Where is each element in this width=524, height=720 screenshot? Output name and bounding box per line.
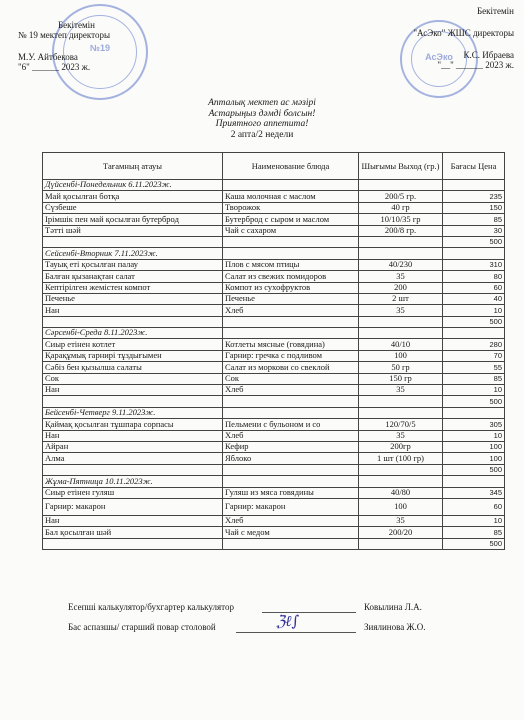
- dish-name-ru: Каша молочная с маслом: [223, 191, 359, 202]
- dish-price: 40: [443, 293, 505, 304]
- dish-output: 1 шт (100 гр): [359, 453, 443, 464]
- menu-row: [43, 282, 505, 293]
- approve-label: Бекітемін: [58, 20, 95, 30]
- dish-price: 235: [443, 191, 505, 202]
- dish-price: 100: [443, 441, 505, 452]
- menu-title: [150, 98, 374, 140]
- day-total: 500: [443, 538, 505, 549]
- dish-price: 80: [443, 271, 505, 282]
- dish-price: 10: [443, 430, 505, 441]
- dish-name-ru: Чай с сахаром: [223, 225, 359, 236]
- empty-cell: [359, 396, 443, 407]
- dish-name-ru: Творожок: [223, 202, 359, 213]
- day-header-row: [43, 476, 505, 487]
- day-header-row: [43, 407, 505, 418]
- dish-price: 100: [443, 453, 505, 464]
- dish-price: 10: [443, 515, 505, 526]
- empty-cell: [223, 476, 359, 487]
- day-name: Сәрсенбі-Среда 8.11.2023ж.: [43, 328, 223, 339]
- empty-cell: [223, 180, 359, 191]
- empty-cell: [223, 248, 359, 259]
- empty-cell: [359, 538, 443, 549]
- dish-output: 35: [359, 305, 443, 316]
- empty-cell: [43, 316, 223, 327]
- dish-name-ru: Пельмени с бульоном и со: [223, 419, 359, 430]
- empty-cell: [443, 328, 505, 339]
- empty-cell: [43, 538, 223, 549]
- col-ru-name: Наименование блюда: [223, 153, 359, 180]
- dish-name-kz: Тауық еті қосылған палау: [43, 259, 223, 270]
- dish-name-ru: Печенье: [223, 293, 359, 304]
- dish-output: 100: [359, 350, 443, 361]
- dish-output: 40/230: [359, 259, 443, 270]
- dish-output: 35: [359, 385, 443, 396]
- empty-cell: [443, 407, 505, 418]
- empty-cell: [359, 464, 443, 475]
- dish-name-kz: Печенье: [43, 293, 223, 304]
- menu-row: [43, 271, 505, 282]
- dish-name-ru: Чай с медом: [223, 527, 359, 538]
- company-stamp: АсЭко: [400, 20, 478, 98]
- empty-cell: [443, 180, 505, 191]
- dish-output: 50 гр: [359, 362, 443, 373]
- dish-name-kz: Ірімшік пен май қосылған бутерброд: [43, 214, 223, 225]
- dish-price: 60: [443, 498, 505, 515]
- approver-name: М.У. Айтбекова: [18, 52, 78, 62]
- dish-name-ru: Хлеб: [223, 515, 359, 526]
- approval-block-left: [18, 20, 198, 72]
- menu-row: [43, 305, 505, 316]
- menu-row: [43, 373, 505, 384]
- day-header-row: [43, 248, 505, 259]
- menu-row: [43, 453, 505, 464]
- menu-row: [43, 202, 505, 213]
- accountant-name: Ковылина Л.А.: [364, 602, 422, 612]
- dish-name-kz: Балған қызанақтан салат: [43, 271, 223, 282]
- dish-name-kz: Кептірілген жемістен компот: [43, 282, 223, 293]
- accountant-label: Есепші калькулятор/бухгартер калькулятор: [68, 602, 234, 612]
- dish-name-ru: Плов с мясом птицы: [223, 259, 359, 270]
- dish-name-kz: Сиыр етінен гуляш: [43, 487, 223, 498]
- empty-cell: [43, 464, 223, 475]
- cook-signature-line: [236, 632, 356, 633]
- dish-name-kz: Нан: [43, 305, 223, 316]
- empty-cell: [223, 464, 359, 475]
- dish-price: 60: [443, 282, 505, 293]
- dish-name-ru: Бутерброд с сыром и маслом: [223, 214, 359, 225]
- dish-output: 2 шт: [359, 293, 443, 304]
- menu-row: [43, 487, 505, 498]
- day-total: 500: [443, 464, 505, 475]
- dish-name-kz: Бал қосылған шәй: [43, 527, 223, 538]
- dish-price: 10: [443, 305, 505, 316]
- table-header: [43, 153, 505, 180]
- dish-output: 200/8 гр.: [359, 225, 443, 236]
- menu-row: [43, 441, 505, 452]
- dish-price: 10: [443, 385, 505, 396]
- day-name: Сейсенбі-Вторник 7.11.2023ж.: [43, 248, 223, 259]
- col-output: Шығымы Выход (гр.): [359, 153, 443, 180]
- empty-cell: [443, 248, 505, 259]
- dish-output: 40/80: [359, 487, 443, 498]
- dish-name-kz: Айран: [43, 441, 223, 452]
- empty-cell: [443, 476, 505, 487]
- dish-price: 310: [443, 259, 505, 270]
- menu-row: [43, 350, 505, 361]
- menu-row: [43, 362, 505, 373]
- dish-name-ru: Яблоко: [223, 453, 359, 464]
- dish-name-kz: Сәбіз бен қызылша салаты: [43, 362, 223, 373]
- dish-output: 40 гр: [359, 202, 443, 213]
- empty-cell: [223, 396, 359, 407]
- dish-output: 35: [359, 515, 443, 526]
- dish-name-kz: Сүзбеше: [43, 202, 223, 213]
- approve-label: Бекітемін: [477, 6, 514, 16]
- dish-output: 10/10/35 гр: [359, 214, 443, 225]
- empty-cell: [43, 236, 223, 247]
- menu-row: [43, 385, 505, 396]
- dish-name-ru: Компот из сухофруктов: [223, 282, 359, 293]
- menu-row: [43, 339, 505, 350]
- dish-price: 305: [443, 419, 505, 430]
- dish-name-kz: Алма: [43, 453, 223, 464]
- day-total: 500: [443, 396, 505, 407]
- day-total-row: [43, 236, 505, 247]
- menu-row: [43, 259, 505, 270]
- dish-name-ru: Хлеб: [223, 385, 359, 396]
- dish-price: 30: [443, 225, 505, 236]
- day-name: Дүйсенбі-Понедельник 6.11.2023ж.: [43, 180, 223, 191]
- dish-price: 345: [443, 487, 505, 498]
- col-kz-name: Тағамның атауы: [43, 153, 223, 180]
- menu-row: [43, 214, 505, 225]
- cook-label: Бас аспазшы/ старший повар столовой: [68, 622, 216, 632]
- empty-cell: [223, 316, 359, 327]
- dish-name-ru: Хлеб: [223, 305, 359, 316]
- empty-cell: [223, 236, 359, 247]
- empty-cell: [223, 328, 359, 339]
- dish-name-ru: Кефир: [223, 441, 359, 452]
- empty-cell: [359, 316, 443, 327]
- menu-row: [43, 293, 505, 304]
- dish-price: 70: [443, 350, 505, 361]
- dish-name-ru: Салат из свежих помидоров: [223, 271, 359, 282]
- day-header-row: [43, 180, 505, 191]
- approver-name: К.С. Ибраева: [463, 50, 514, 60]
- approval-date: "6" ______ 2023 ж.: [18, 62, 91, 72]
- day-total: 500: [443, 236, 505, 247]
- dish-name-ru: Сок: [223, 373, 359, 384]
- menu-row: [43, 191, 505, 202]
- dish-name-kz: Сок: [43, 373, 223, 384]
- dish-name-kz: Сиыр етінен котлет: [43, 339, 223, 350]
- title-weeks: 2 апта/2 недели: [230, 129, 294, 140]
- day-name: Бейсенбі-Четверг 9.11.2023ж.: [43, 407, 223, 418]
- cook-name: Зиялинова Ж.О.: [364, 622, 426, 632]
- dish-output: 120/70/5: [359, 419, 443, 430]
- empty-cell: [359, 476, 443, 487]
- dish-price: 150: [443, 202, 505, 213]
- title-ru-wish: Приятного аппетита!: [215, 119, 309, 129]
- menu-row: [43, 498, 505, 515]
- dish-output: 150 гр: [359, 373, 443, 384]
- empty-cell: [359, 236, 443, 247]
- school-stamp: №19: [52, 4, 148, 100]
- day-total: 500: [443, 316, 505, 327]
- day-total-row: [43, 396, 505, 407]
- dish-price: 280: [443, 339, 505, 350]
- dish-output: 40/10: [359, 339, 443, 350]
- dish-name-ru: Салат из моркови со свеклой: [223, 362, 359, 373]
- empty-cell: [359, 180, 443, 191]
- dish-output: 200: [359, 282, 443, 293]
- approval-date: "__" ______ 2023 ж.: [437, 60, 514, 70]
- dish-output: 200/5 гр.: [359, 191, 443, 202]
- dish-output: 200гр: [359, 441, 443, 452]
- title-kz-wish: Астарыңыз дәмді болсын!: [208, 108, 316, 119]
- menu-row: [43, 225, 505, 236]
- dish-output: 35: [359, 271, 443, 282]
- title-kz: Апталық мектеп ас мәзірі: [208, 98, 316, 108]
- dish-price: 85: [443, 373, 505, 384]
- empty-cell: [359, 248, 443, 259]
- dish-name-kz: Тәтті шәй: [43, 225, 223, 236]
- dish-price: 55: [443, 362, 505, 373]
- day-total-row: [43, 538, 505, 549]
- dish-name-kz: Қаймақ қосылған тұшпара сорпасы: [43, 419, 223, 430]
- day-total-row: [43, 464, 505, 475]
- approver-position: "АсЭко" ЖШС директоры: [413, 28, 514, 38]
- empty-cell: [223, 538, 359, 549]
- empty-cell: [43, 396, 223, 407]
- day-name: Жұма-Пятница 10.11.2023ж.: [43, 476, 223, 487]
- dish-output: 35: [359, 430, 443, 441]
- menu-row: [43, 419, 505, 430]
- dish-price: 85: [443, 527, 505, 538]
- dish-name-kz: Нан: [43, 385, 223, 396]
- dish-name-ru: Гарнир: макарон: [223, 498, 359, 515]
- dish-price: 85: [443, 214, 505, 225]
- col-price: Бағасы Цена: [443, 153, 505, 180]
- dish-name-ru: Хлеб: [223, 430, 359, 441]
- dish-name-kz: Қарақұмық гарнирі тұздығымен: [43, 350, 223, 361]
- approver-position: № 19 мектеп директоры: [18, 30, 111, 40]
- menu-row: [43, 527, 505, 538]
- dish-name-ru: Гарнир: гречка с подливом: [223, 350, 359, 361]
- empty-cell: [359, 328, 443, 339]
- dish-name-ru: Гуляш из мяса говядины: [223, 487, 359, 498]
- dish-name-kz: Гарнир: макарон: [43, 498, 223, 515]
- menu-table: [42, 152, 505, 550]
- day-total-row: [43, 316, 505, 327]
- approval-block-right: [352, 6, 514, 70]
- dish-name-ru: Котлеты мясные (говядина): [223, 339, 359, 350]
- dish-name-kz: Нан: [43, 515, 223, 526]
- cook-signature: ℨℓ∫: [276, 612, 300, 630]
- menu-row: [43, 515, 505, 526]
- dish-output: 200/20: [359, 527, 443, 538]
- dish-name-kz: Май қосылған ботқа: [43, 191, 223, 202]
- dish-name-kz: Нан: [43, 430, 223, 441]
- menu-body: [43, 180, 505, 550]
- day-header-row: [43, 328, 505, 339]
- menu-row: [43, 430, 505, 441]
- empty-cell: [359, 407, 443, 418]
- empty-cell: [223, 407, 359, 418]
- dish-output: 100: [359, 498, 443, 515]
